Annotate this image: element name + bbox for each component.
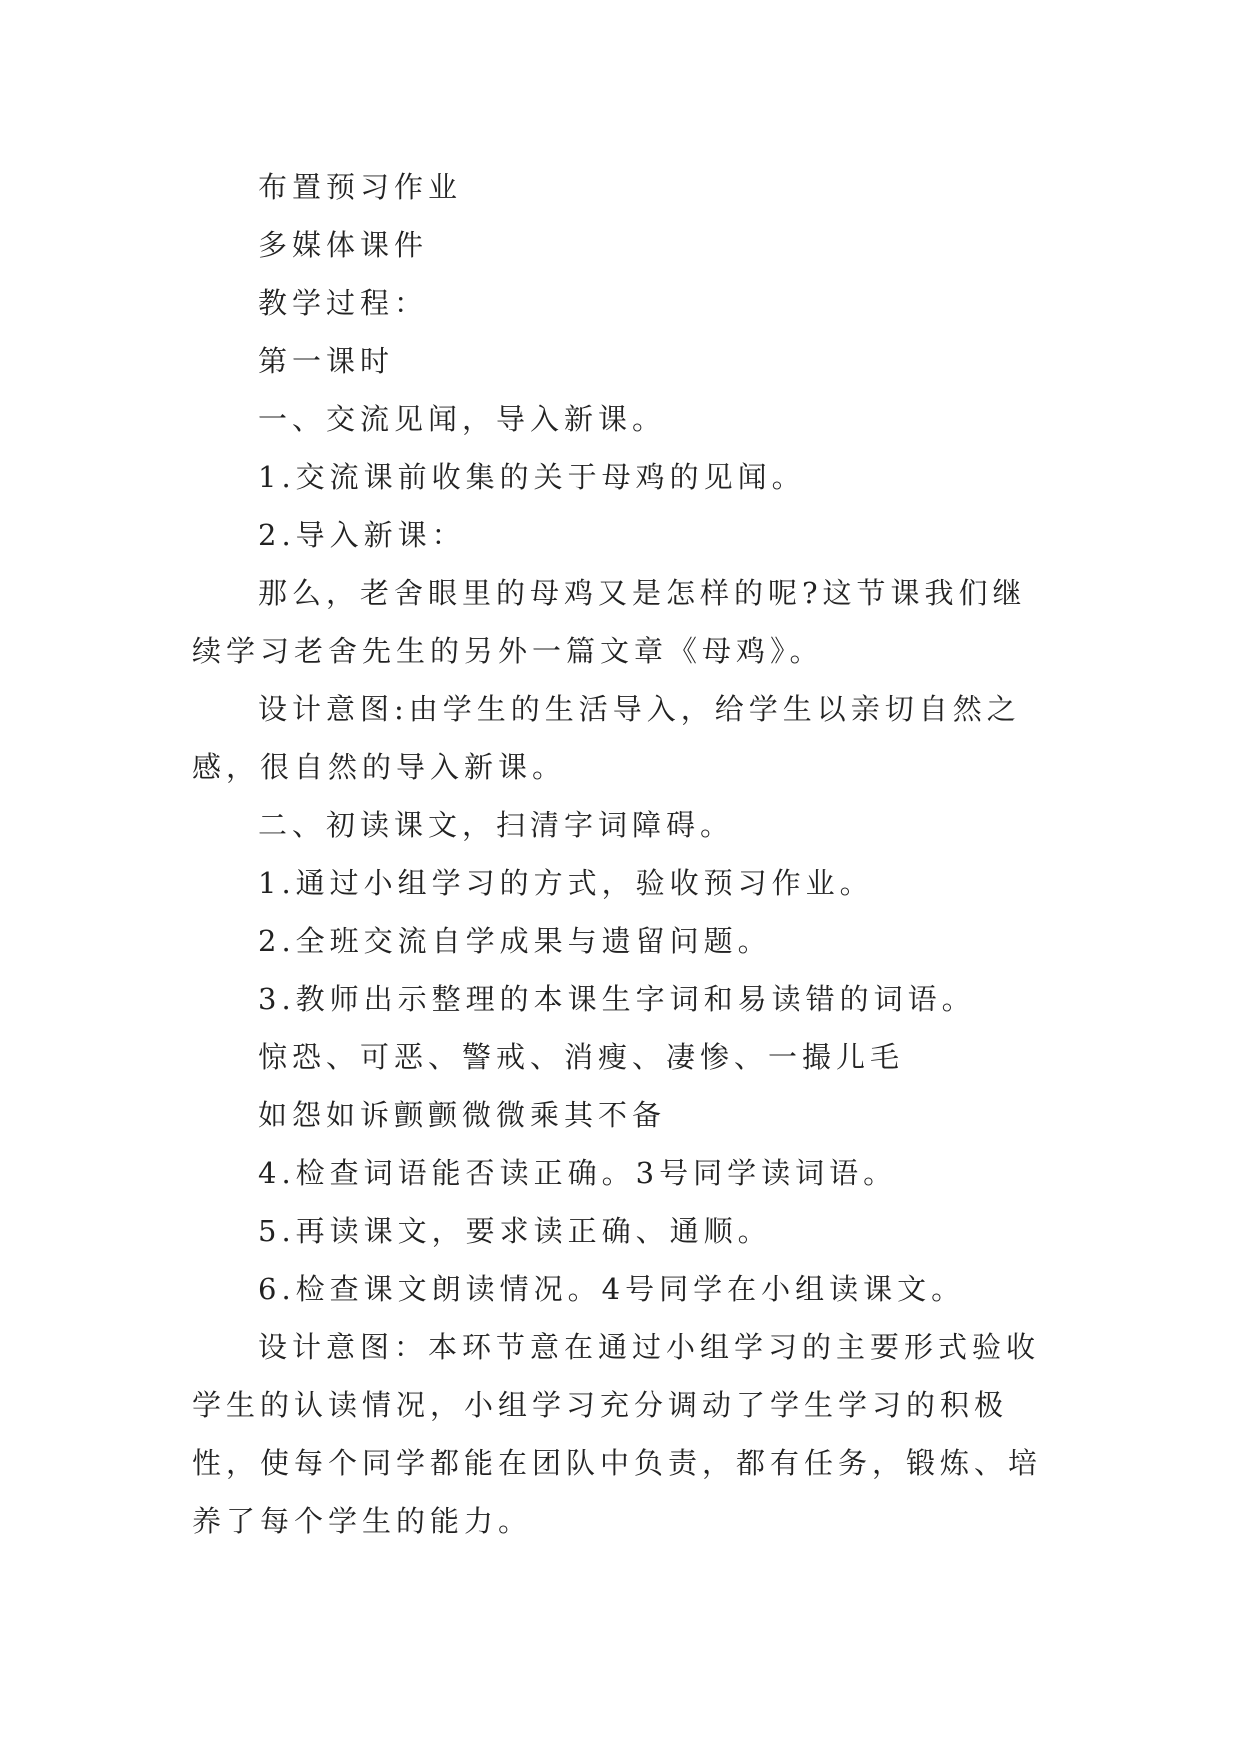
paragraph-step-2-3: 3.教师出示整理的本课生字词和易读错的词语。 [258, 982, 976, 1016]
paragraph-first-lesson: 第一课时 [258, 344, 395, 378]
paragraph-step-1-2: 2.导入新课： [258, 518, 466, 552]
paragraph-step-2-5: 5.再读课文，要求读正确、通顺。 [258, 1214, 772, 1248]
paragraph-section-one-heading: 一、交流见闻，导入新课。 [258, 402, 667, 436]
paragraph-step-1-1: 1.交流课前收集的关于母鸡的见闻。 [258, 460, 806, 494]
paragraph-prep-homework: 布置预习作业 [258, 170, 463, 204]
paragraph-step-2-1: 1.通过小组学习的方式，验收预习作业。 [258, 866, 874, 900]
document-body [192, 158, 1050, 1550]
paragraph-step-2-2: 2.全班交流自学成果与遗留问题。 [258, 924, 772, 958]
paragraph-teaching-process: 教学过程： [258, 286, 429, 320]
paragraph-vocab-list-1: 惊恐、可恶、警戒、消瘦、凄惨、一撮儿毛 [258, 1040, 905, 1074]
paragraph-intro-text: 那么，老舍眼里的母鸡又是怎样的呢?这节课我们继续学习老舍先生的另外一篇文章《母鸡》。 [192, 576, 1027, 668]
paragraph-section-two-heading: 二、初读课文，扫清字词障碍。 [258, 808, 735, 842]
paragraph-step-2-4: 4.检查词语能否读正确。3号同学读词语。 [258, 1156, 898, 1190]
paragraph-design-intent-2: 设计意图：本环节意在通过小组学习的主要形式验收学生的认读情况，小组学习充分调动了学生学习的积极性，使每个同学都能在团队中负责，都有任务，锻炼、培养了每个学生的能力。 [192, 1330, 1043, 1538]
paragraph-step-2-6: 6.检查课文朗读情况。4号同学在小组读课文。 [258, 1272, 966, 1306]
paragraph-design-intent-1: 设计意图:由学生的生活导入，给学生以亲切自然之感，很自然的导入新课。 [192, 692, 1021, 784]
paragraph-multimedia: 多媒体课件 [258, 228, 429, 262]
paragraph-vocab-list-2: 如怨如诉颤颤微微乘其不备 [258, 1098, 667, 1132]
